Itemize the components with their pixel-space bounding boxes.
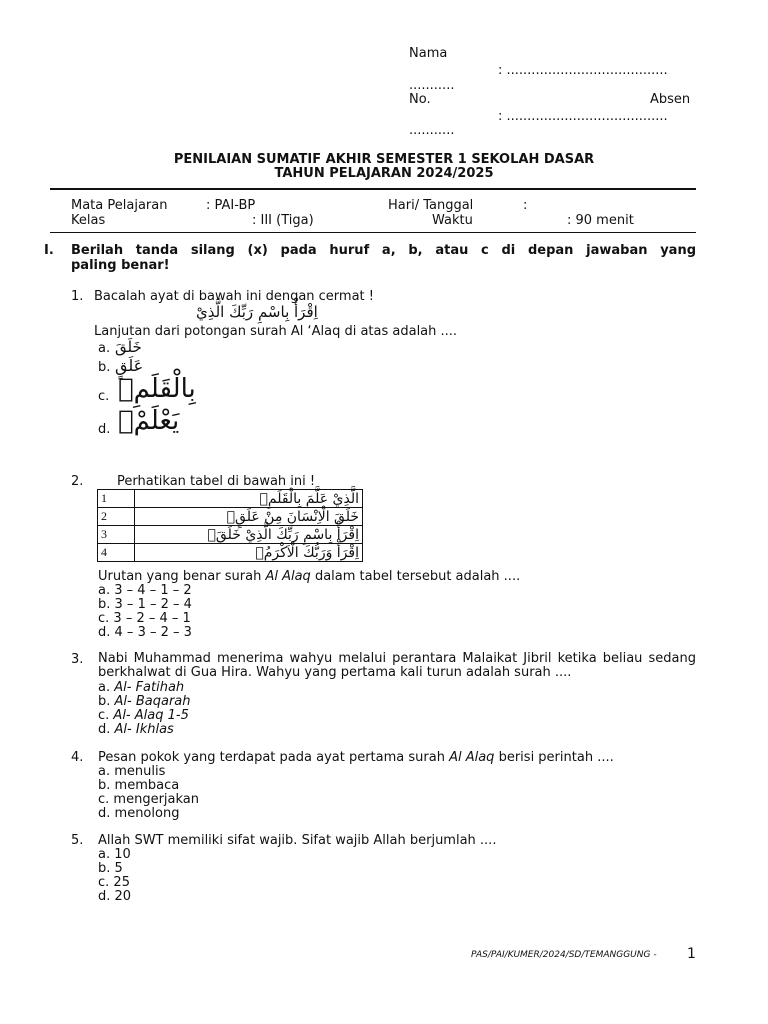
option-text: menolong — [114, 806, 180, 821]
option-text: 4 – 3 – 2 – 3 — [114, 625, 192, 640]
absen-dots: : ....................................... — [498, 109, 668, 124]
q4-option-d — [98, 806, 179, 821]
option-text: 20 — [114, 889, 132, 904]
option-text: 3 – 2 – 4 – 1 — [113, 611, 191, 626]
option-letter: c. — [98, 708, 110, 723]
q2-option-b — [98, 597, 192, 612]
q2-option-a — [98, 583, 192, 598]
q5-option-b — [98, 861, 123, 876]
q2-number: 2. — [71, 474, 84, 489]
option-letter: a. — [98, 764, 111, 779]
table-row-arabic: خَلَقَ الْاِنْسَانَ مِنْ عَلَقٍۚ — [135, 508, 363, 526]
kelas-value: : III (Tiga) — [252, 213, 314, 228]
table-row-number: 1 — [98, 490, 135, 508]
table-row-number: 3 — [98, 526, 135, 544]
option-text: 3 – 4 – 1 – 2 — [114, 583, 192, 598]
option-text: 3 – 1 – 2 – 4 — [114, 597, 192, 612]
q1-text: Bacalah ayat di bawah ini dengan cermat ! — [94, 289, 374, 304]
absen-label: Absen — [650, 92, 691, 107]
option-letter: c. — [98, 875, 110, 890]
q3-option-a — [98, 680, 184, 695]
q1-prompt: Lanjutan dari potongan surah Al ‘Alaq di atas adalah .... — [94, 324, 458, 339]
q1-option-c-arabic: بِالْقَلَمِۙ — [118, 374, 196, 404]
table-row-number: 2 — [98, 508, 135, 526]
option-text: 5 — [114, 861, 123, 876]
waktu-label: Waktu — [432, 213, 473, 228]
hari-value: : — [523, 198, 528, 213]
title-rule-top — [50, 188, 696, 190]
q4-option-b — [98, 778, 179, 793]
option-letter: a. — [98, 847, 111, 862]
q3-option-b — [98, 694, 191, 709]
q4-text-post: berisi perintah .... — [494, 750, 614, 765]
info-rule-bottom — [50, 232, 696, 233]
q1-option-d-arabic: يَعْلَمْۗ — [118, 406, 180, 436]
option-letter: a. — [98, 680, 111, 695]
option-text: menulis — [114, 764, 166, 779]
nama-label: Nama — [409, 46, 448, 61]
exam-title-line1: PENILAIAN SUMATIF AKHIR SEMESTER 1 SEKOLAH DASAR — [173, 152, 595, 167]
hari-label: Hari/ Tanggal — [388, 198, 474, 213]
table-row — [98, 526, 363, 544]
mapel-label: Mata Pelajaran — [71, 198, 168, 213]
q2-verse-table — [97, 489, 363, 562]
q3-text: Nabi Muhammad menerima wahyu melalui perantara Malaikat Jibril ketika beliau sedang berkhalwat di Gua Hira. Wahyu yang pertama kali turun adalah surah .... — [98, 651, 696, 680]
option-letter: d. — [98, 806, 111, 821]
option-letter: c. — [98, 611, 110, 626]
q2-prompt-italic: Al Alaq — [265, 569, 311, 584]
q1-option-b-letter: b. — [98, 360, 111, 375]
option-letter: d. — [98, 889, 111, 904]
q4-number: 4. — [71, 750, 84, 765]
option-text: Al- Ikhlas — [114, 722, 174, 737]
option-letter: b. — [98, 778, 111, 793]
table-row-arabic: الَّذِيْ عَلَّمَ بِالْقَلَمِۙ — [135, 490, 363, 508]
page-number: 1 — [687, 946, 696, 962]
q4-option-c — [98, 792, 199, 807]
section-instruction-line1: Berilah tanda silang (x) pada huruf a, b, atau c di depan jawaban yang — [71, 243, 696, 258]
mapel-value: : PAI-BP — [206, 198, 256, 213]
section-roman: I. — [44, 243, 54, 258]
q4-option-a — [98, 764, 165, 779]
footer-dash: - — [653, 950, 657, 960]
option-letter: c. — [98, 792, 110, 807]
table-row-arabic: اِقْرَأْ وَرَبُّكَ الْاَكْرَمُۙ — [135, 544, 363, 562]
q3-number: 3. — [71, 652, 84, 667]
q2-prompt — [98, 569, 520, 584]
footer-code-text: PAS/PAI/KUMER/2024/SD/TEMANGGUNG — [471, 950, 651, 960]
q5-number: 5. — [71, 833, 84, 848]
q1-option-d-letter: d. — [98, 422, 111, 437]
table-row-arabic: اِقْرَأْ بِاسْمِ رَبِّكَ الَّذِيْ خَلَقَۚ — [135, 526, 363, 544]
q1-option-a-letter: a. — [98, 341, 111, 356]
q1-number: 1. — [71, 289, 84, 304]
q4-text-pre: Pesan pokok yang terdapat pada ayat pertama surah — [98, 750, 450, 765]
nama-dots-continued: ........... — [409, 78, 455, 93]
q2-option-c — [98, 611, 191, 626]
q4-text — [98, 750, 614, 765]
q5-option-a — [98, 847, 131, 862]
kelas-label: Kelas — [71, 213, 106, 228]
absen-dots-continued: ........... — [409, 123, 455, 138]
option-letter: d. — [98, 722, 111, 737]
q5-text: Allah SWT memiliki sifat wajib. Sifat wajib Allah berjumlah .... — [98, 833, 497, 848]
waktu-value: : 90 menit — [567, 213, 634, 228]
nama-dots: : ....................................... — [498, 63, 668, 78]
no-label: No. — [409, 92, 431, 107]
q1-option-c-letter: c. — [98, 389, 110, 404]
q4-text-italic: Al Alaq — [449, 750, 495, 765]
q2-prompt-pre: Urutan yang benar surah — [98, 569, 266, 584]
section-instruction-line2: paling benar! — [71, 258, 170, 273]
option-letter: b. — [98, 597, 111, 612]
option-text: mengerjakan — [113, 792, 200, 807]
footer-code — [471, 950, 657, 960]
option-letter: b. — [98, 694, 111, 709]
option-text: 25 — [113, 875, 130, 890]
option-text: Al- Alaq 1-5 — [113, 708, 189, 723]
option-text: 10 — [114, 847, 131, 862]
q1-option-a-arabic: خَلَقَ — [115, 338, 142, 356]
q2-text: Perhatikan tabel di bawah ini ! — [117, 474, 316, 489]
q2-option-d — [98, 625, 192, 640]
table-row-number: 4 — [98, 544, 135, 562]
q1-option-b-arabic: عَلَقٍ — [115, 356, 144, 375]
q5-option-c — [98, 875, 130, 890]
option-letter: d. — [98, 625, 111, 640]
option-text: Al- Baqarah — [114, 694, 191, 709]
option-letter: a. — [98, 583, 111, 598]
q3-option-c — [98, 708, 189, 723]
exam-title-line2: TAHUN PELAJARAN 2024/2025 — [274, 166, 494, 181]
option-text: membaca — [114, 778, 180, 793]
option-text: Al- Fatihah — [114, 680, 185, 695]
q3-option-d — [98, 722, 174, 737]
option-letter: b. — [98, 861, 111, 876]
table-row — [98, 544, 363, 562]
q5-option-d — [98, 889, 131, 904]
q2-prompt-post: dalam tabel tersebut adalah .... — [310, 569, 521, 584]
q1-arabic-verse: اِقْرَأْ بِاسْمِ رَبِّكَ الَّذِيْ — [196, 303, 318, 321]
table-row — [98, 490, 363, 508]
table-row — [98, 508, 363, 526]
